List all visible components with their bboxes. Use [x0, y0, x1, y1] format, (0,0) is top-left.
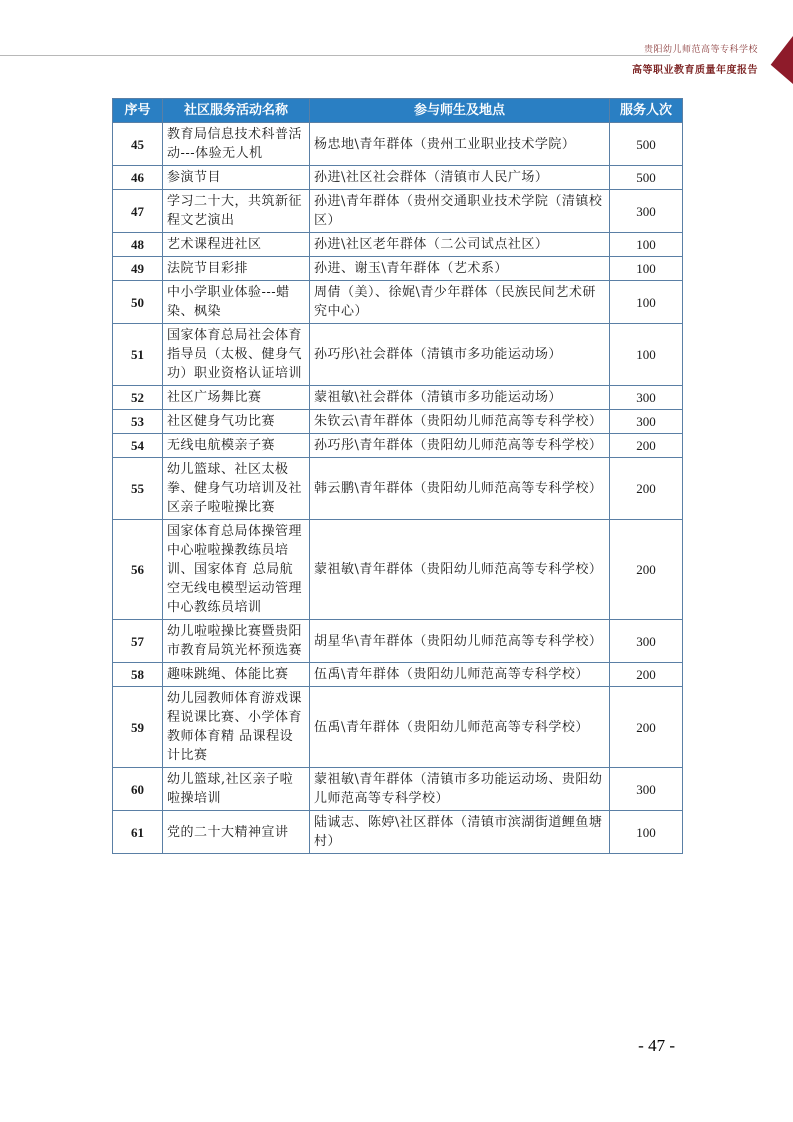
- table-header-row: [113, 99, 683, 123]
- activity-name: 趣味跳绳、体能比赛: [163, 663, 310, 687]
- table-row: [113, 687, 683, 768]
- participants-location: 孙巧彤\青年群体（贵阳幼儿师范高等专科学校）: [310, 434, 610, 458]
- service-count: 200: [610, 434, 683, 458]
- table-row: [113, 233, 683, 257]
- table-row: [113, 123, 683, 166]
- row-number: 48: [113, 233, 163, 257]
- participants-location: 陆诚志、陈婷\社区群体（清镇市滨湖街道鲤鱼塘村）: [310, 811, 610, 854]
- activity-name: 幼儿啦啦操比赛暨贵阳市教育局筑光杯预选赛: [163, 620, 310, 663]
- table-row: [113, 410, 683, 434]
- activity-name: 学习二十大，共筑新征程文艺演出: [163, 190, 310, 233]
- participants-location: 孙进\社区老年群体（二公司试点社区）: [310, 233, 610, 257]
- activity-name: 中小学职业体验---蜡染、枫染: [163, 281, 310, 324]
- activity-name: 幼儿篮球、社区太极拳、健身气功培训及社区亲子啦啦操比赛: [163, 458, 310, 520]
- participants-location: 胡星华\青年群体（贵阳幼儿师范高等专科学校）: [310, 620, 610, 663]
- column-header-participants: 参与师生及地点: [310, 99, 610, 123]
- row-number: 49: [113, 257, 163, 281]
- table-row: [113, 811, 683, 854]
- participants-location: 伍禹\青年群体（贵阳幼儿师范高等专科学校）: [310, 663, 610, 687]
- service-count: 200: [610, 687, 683, 768]
- activity-name: 国家体育总局体操管理中心啦啦操教练员培训、国家体育 总局航空无线电模型运动管理中心教练员培训: [163, 520, 310, 620]
- service-count: 500: [610, 166, 683, 190]
- service-count: 200: [610, 520, 683, 620]
- table-row: [113, 190, 683, 233]
- row-number: 45: [113, 123, 163, 166]
- participants-location: 周倩（美）、徐娓\青少年群体（民族民间艺术研究中心）: [310, 281, 610, 324]
- activity-name: 法院节目彩排: [163, 257, 310, 281]
- activity-name: 幼儿篮球,社区亲子啦啦操培训: [163, 768, 310, 811]
- service-count: 200: [610, 458, 683, 520]
- row-number: 51: [113, 324, 163, 386]
- table-row: [113, 520, 683, 620]
- participants-location: 朱钦云\青年群体（贵阳幼儿师范高等专科学校）: [310, 410, 610, 434]
- table-row: [113, 768, 683, 811]
- table-row: [113, 324, 683, 386]
- participants-location: 杨忠地\青年群体（贵州工业职业技术学院）: [310, 123, 610, 166]
- service-count: 500: [610, 123, 683, 166]
- service-count: 300: [610, 410, 683, 434]
- row-number: 52: [113, 386, 163, 410]
- column-header-count: 服务人次: [610, 99, 683, 123]
- service-count: 100: [610, 324, 683, 386]
- service-count: 300: [610, 768, 683, 811]
- participants-location: 孙进\青年群体（贵州交通职业技术学院（清镇校区）: [310, 190, 610, 233]
- row-number: 47: [113, 190, 163, 233]
- service-count: 200: [610, 663, 683, 687]
- table-row: [113, 663, 683, 687]
- row-number: 54: [113, 434, 163, 458]
- participants-location: 孙进\社区社会群体（清镇市人民广场）: [310, 166, 610, 190]
- table-row: [113, 386, 683, 410]
- table-row: [113, 458, 683, 520]
- participants-location: 蒙祖敏\青年群体（清镇市多功能运动场、贵阳幼儿师范高等专科学校）: [310, 768, 610, 811]
- table-row: [113, 281, 683, 324]
- service-count: 300: [610, 620, 683, 663]
- participants-location: 孙巧彤\社会群体（清镇市多功能运动场）: [310, 324, 610, 386]
- header-corner-decoration: [757, 36, 793, 84]
- service-count: 300: [610, 386, 683, 410]
- participants-location: 蒙祖敏\青年群体（贵阳幼儿师范高等专科学校）: [310, 520, 610, 620]
- activity-name: 幼儿园教师体育游戏课程说课比赛、小学体育教师体育精 品课程设计比赛: [163, 687, 310, 768]
- service-count: 100: [610, 257, 683, 281]
- row-number: 46: [113, 166, 163, 190]
- row-number: 59: [113, 687, 163, 768]
- service-count: 100: [610, 811, 683, 854]
- table-row: [113, 434, 683, 458]
- service-count: 300: [610, 190, 683, 233]
- participants-location: 孙进、谢玉\青年群体（艺术系）: [310, 257, 610, 281]
- row-number: 60: [113, 768, 163, 811]
- service-count: 100: [610, 281, 683, 324]
- activity-name: 参演节目: [163, 166, 310, 190]
- column-header-no: 序号: [113, 99, 163, 123]
- row-number: 55: [113, 458, 163, 520]
- activity-name: 艺术课程进社区: [163, 233, 310, 257]
- table-row: [113, 620, 683, 663]
- row-number: 53: [113, 410, 163, 434]
- activity-name: 无线电航模亲子赛: [163, 434, 310, 458]
- participants-location: 蒙祖敏\社会群体（清镇市多功能运动场）: [310, 386, 610, 410]
- activity-name: 国家体育总局社会体育指导员（太极、健身气功）职业资格认证培训: [163, 324, 310, 386]
- page-number: - 47 -: [638, 1036, 675, 1055]
- activity-name: 党的二十大精神宣讲: [163, 811, 310, 854]
- header-rule: [0, 55, 670, 56]
- row-number: 50: [113, 281, 163, 324]
- activity-name: 教育局信息技术科普活动---体验无人机: [163, 123, 310, 166]
- participants-location: 伍禹\青年群体（贵阳幼儿师范高等专科学校）: [310, 687, 610, 768]
- activity-name: 社区健身气功比赛: [163, 410, 310, 434]
- header-report-title: 高等职业教育质量年度报告: [632, 65, 758, 76]
- column-header-activity: 社区服务活动名称: [163, 99, 310, 123]
- participants-location: 韩云鹏\青年群体（贵阳幼儿师范高等专科学校）: [310, 458, 610, 520]
- service-count: 100: [610, 233, 683, 257]
- table-row: [113, 257, 683, 281]
- row-number: 56: [113, 520, 163, 620]
- community-service-table: [112, 98, 683, 854]
- row-number: 61: [113, 811, 163, 854]
- header-school-name: 贵阳幼儿师范高等专科学校: [643, 45, 758, 55]
- table-row: [113, 166, 683, 190]
- row-number: 57: [113, 620, 163, 663]
- row-number: 58: [113, 663, 163, 687]
- activity-name: 社区广场舞比赛: [163, 386, 310, 410]
